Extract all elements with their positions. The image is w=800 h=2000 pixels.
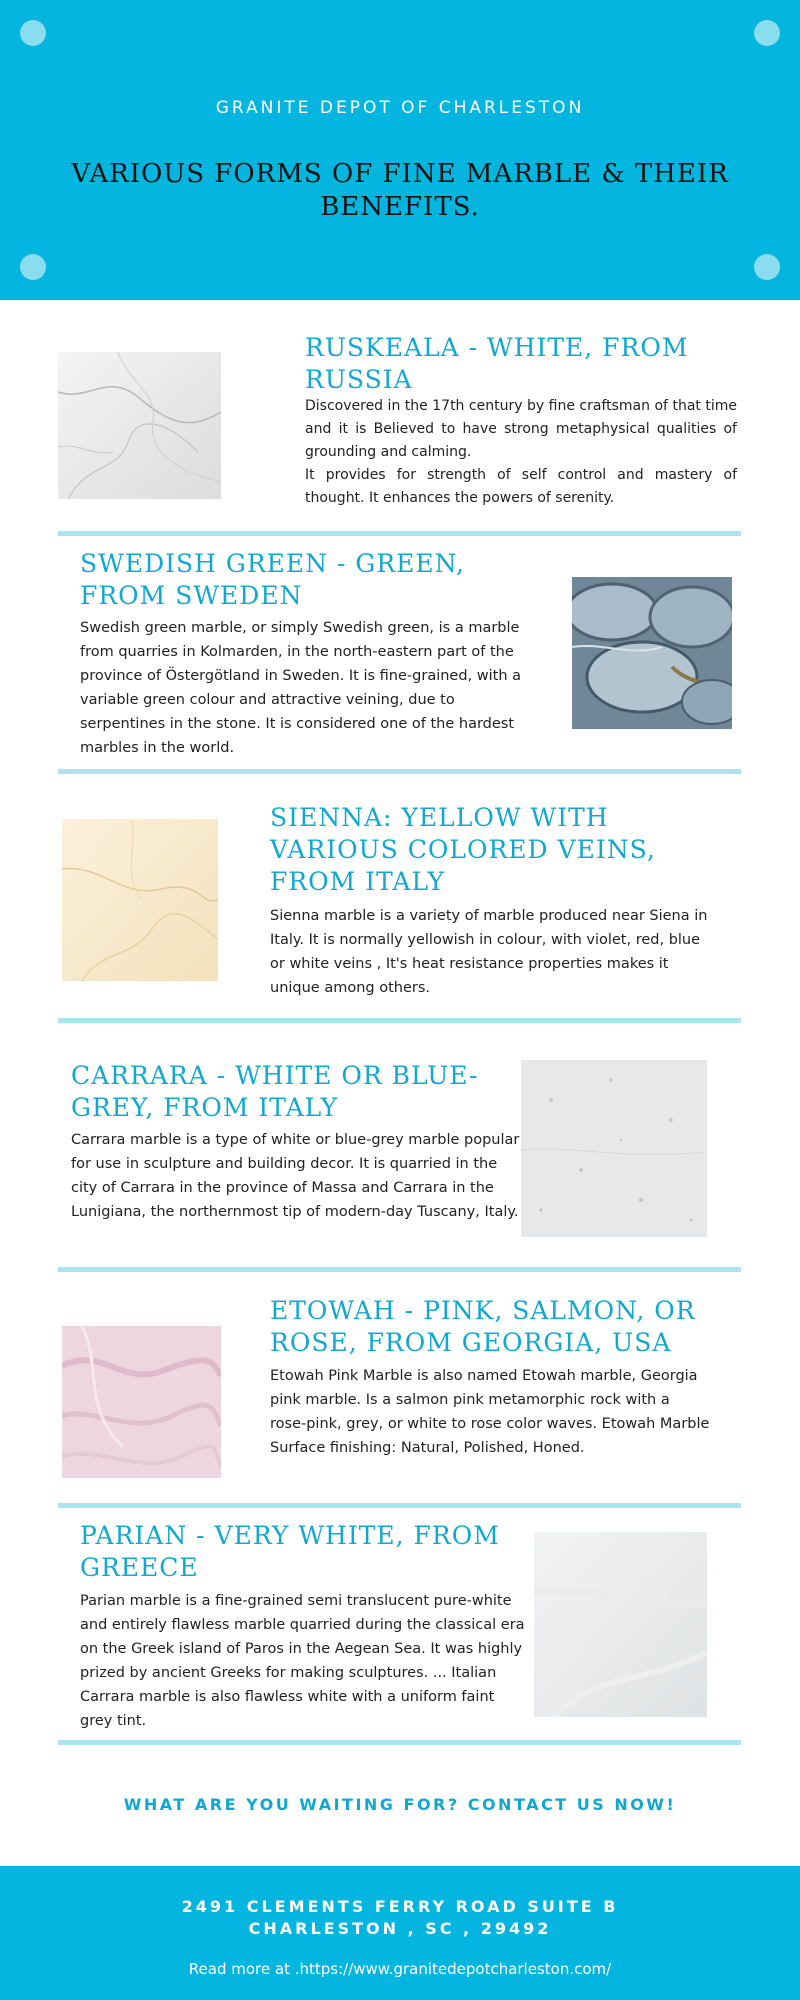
- section-divider: [58, 1503, 741, 1508]
- parian-paragraph: Parian marble is a fine-grained semi translucent pure-white and entirely flawless marble quarried during the classical era on the Greek island of Paros in the Aegean Sea. It was highly prized by ancient Greeks for making sculptures. ... Italian Carrara marble is also flawless white with a uniform faint grey tint.: [80, 1593, 525, 1729]
- address-line-1: 2491 CLEMENTS FERRY ROAD SUITE B: [181, 1897, 619, 1916]
- ruskeala-paragraph-2: It provides for strength of self control and mastery of thought. It enhances the powers of serenity.: [305, 467, 737, 506]
- section-desc-swedish-green: [80, 616, 540, 760]
- ruskeala-marble-image: [58, 352, 221, 499]
- contact-cta: WHAT ARE YOU WAITING FOR? CONTACT US NOW!: [123, 1795, 677, 1814]
- corner-dot-top-right: [754, 20, 780, 46]
- footer: [0, 1866, 800, 2000]
- corner-dot-top-left: [20, 20, 46, 46]
- section-desc-ruskeala: [305, 395, 737, 510]
- carrara-paragraph: Carrara marble is a type of white or blue-grey marble popular for use in sculpture and building decor. It is quarried in the city of Carrara in the province of Massa and Carrara in the Lunigiana, the northernmost tip of modern-day Tuscany, Italy.: [71, 1132, 520, 1220]
- sienna-marble-image: [62, 819, 218, 981]
- etowah-marble-image: [62, 1326, 221, 1478]
- section-title-sienna: SIENNA: YELLOW WITH VARIOUS COLORED VEINS, FROM ITALY: [270, 803, 656, 896]
- sienna-paragraph: Sienna marble is a variety of marble produced near Siena in Italy. It is normally yellowish in colour, with violet, red, blue or white veins , It's heat resistance properties makes it unique among others.: [270, 908, 708, 996]
- section-divider: [58, 531, 741, 536]
- section-divider: [58, 1267, 741, 1272]
- ruskeala-paragraph-1: Discovered in the 17th century by fine craftsman of that time and it is Believed to have strong metaphysical qualities of grounding and calming.: [305, 398, 737, 460]
- section-title-ruskeala: RUSKEALA - WHITE, FROM RUSSIA: [305, 333, 689, 394]
- address-line-2: CHARLESTON , SC , 29492: [248, 1919, 552, 1938]
- brand-name: GRANITE DEPOT OF CHARLESTON: [215, 98, 585, 118]
- section-title-parian: PARIAN - VERY WHITE, FROM GREECE: [80, 1521, 500, 1582]
- section-divider: [58, 1740, 741, 1745]
- section-divider: [58, 769, 741, 774]
- corner-dot-bottom-right: [754, 254, 780, 280]
- section-divider: [58, 1018, 741, 1023]
- section-desc-carrara: [71, 1128, 521, 1224]
- section-desc-sienna: [270, 904, 710, 1000]
- read-more-link[interactable]: Read more at .https://www.granitedepotcharleston.com/: [188, 1960, 612, 1978]
- swedish-green-marble-image: [572, 577, 732, 729]
- corner-dot-bottom-left: [20, 254, 46, 280]
- page-title: VARIOUS FORMS OF FINE MARBLE & THEIR BENEFITS.: [71, 159, 729, 222]
- section-title-etowah: ETOWAH - PINK, SALMON, OR ROSE, FROM GEORGIA, USA: [270, 1296, 696, 1357]
- header-banner: [0, 0, 800, 300]
- section-title-carrara: CARRARA - WHITE OR BLUE-GREY, FROM ITALY: [71, 1061, 479, 1122]
- section-desc-etowah: [270, 1364, 710, 1460]
- parian-marble-image: [534, 1532, 707, 1717]
- carrara-marble-image: [521, 1060, 707, 1237]
- etowah-paragraph: Etowah Pink Marble is also named Etowah marble, Georgia pink marble. Is a salmon pink metamorphic rock with a rose-pink, grey, or white to rose color waves. Etowah Marble Surface finishing: Natural, Polished, Honed.: [270, 1368, 710, 1456]
- swedish-green-paragraph: Swedish green marble, or simply Swedish green, is a marble from quarries in Kolmarden, in the north-eastern part of the province of Östergötland in Sweden. It is fine-grained, with a variable green colour and attractive veining, due to serpentines in the stone. It is considered one of the hardest marbles in the world.: [80, 620, 522, 756]
- section-title-swedish-green: SWEDISH GREEN - GREEN, FROM SWEDEN: [80, 549, 465, 610]
- section-desc-parian: [80, 1589, 530, 1733]
